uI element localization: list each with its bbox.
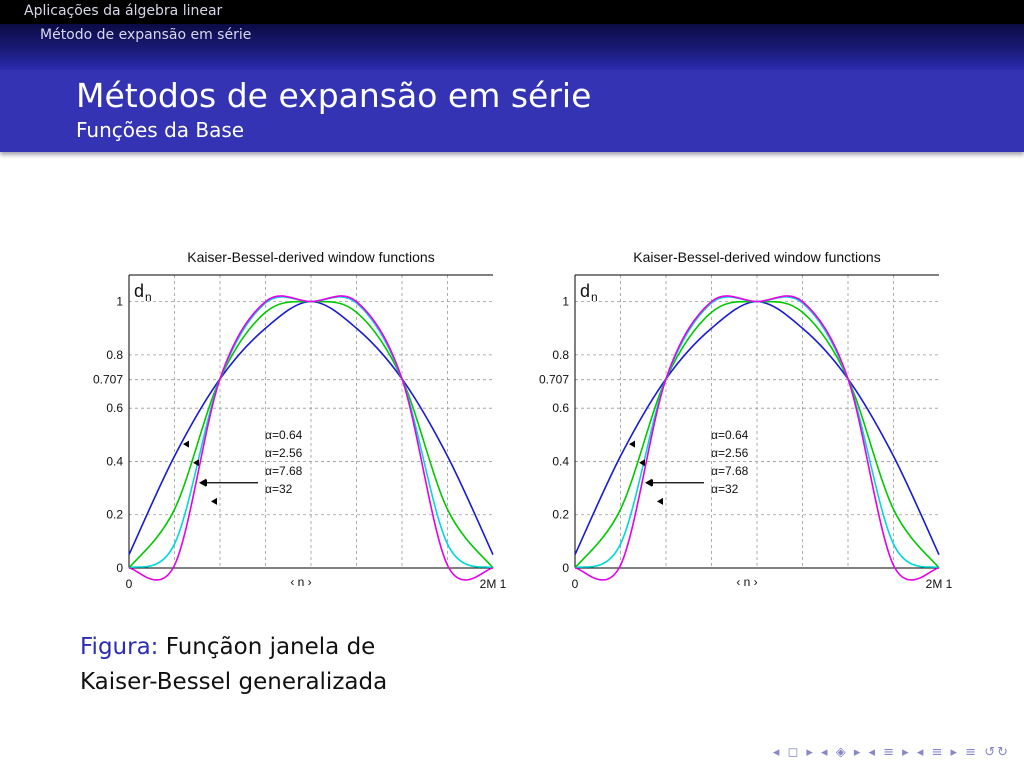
alpha-annotation-0: α=0.64 <box>711 427 749 442</box>
caption-label: Figura: <box>80 634 159 660</box>
alpha-annotation-1: α=2.56 <box>711 445 749 460</box>
frame-title: Métodos de expansão em série <box>76 76 592 115</box>
y-tick-label-0: 0 <box>562 561 569 575</box>
chart-title: Kaiser-Bessel-derived window functions <box>633 249 881 265</box>
alpha-annotation-3: α=32 <box>265 481 293 496</box>
alpha-annotation-0: α=0.64 <box>265 427 303 442</box>
y-tick-label-6: 1 <box>562 294 569 309</box>
frame-title-bar <box>0 70 1024 152</box>
curve-pointer-3 <box>211 498 217 505</box>
y-tick-label-1: 0.2 <box>106 507 123 522</box>
section-navigation[interactable] <box>0 0 1024 24</box>
y-axis-label: d <box>580 281 591 301</box>
alpha-annotation-3: α=32 <box>711 481 739 496</box>
chart-title: Kaiser-Bessel-derived window functions <box>187 249 435 265</box>
y-tick-label-0: 0 <box>116 561 123 575</box>
y-tick-label-2: 0.4 <box>106 454 123 469</box>
y-axis-label: d <box>134 281 145 301</box>
x-tick-label-right: 2M 1 <box>479 577 507 591</box>
x-tick-label-left: 0 <box>125 577 133 591</box>
curve-pointer-0 <box>183 441 189 448</box>
curve-pointer-3 <box>657 498 663 505</box>
y-axis-label-subscript: n <box>591 290 598 304</box>
alpha-annotation-1: α=2.56 <box>265 445 303 460</box>
y-tick-label-3: 0.6 <box>552 401 569 416</box>
section-title[interactable]: Aplicações da álgebra linear <box>24 3 223 19</box>
curve-pointer-1 <box>639 459 645 466</box>
x-tick-label-right: 2M 1 <box>925 577 953 591</box>
beamer-navigation-symbols[interactable]: ◂ ◻ ▸ ◂ ◈ ▸ ◂ ≡ ▸ ◂ ≡ ▸ ≡ ↺↻ <box>772 745 1010 760</box>
y-tick-label-3: 0.6 <box>106 401 123 416</box>
alpha-annotation-2: α=7.68 <box>711 463 749 478</box>
y-tick-label-5: 0.8 <box>106 347 123 362</box>
caption-text: Funçãon janela de Kaiser-Bessel generalizada <box>80 634 388 695</box>
curve-pointer-0 <box>629 441 635 448</box>
y-tick-label-5: 0.8 <box>552 347 569 362</box>
frame-subtitle: Funções da Base <box>76 118 245 142</box>
y-tick-label-2: 0.4 <box>552 454 569 469</box>
y-tick-label-4: 0.707 <box>538 372 569 387</box>
alpha-annotation-2: α=7.68 <box>265 463 303 478</box>
x-tick-label-middle: ‹ n › <box>290 575 312 589</box>
x-tick-label-left: 0 <box>571 577 579 591</box>
kbd-window-chart-left <box>80 240 510 600</box>
kbd-window-chart-right <box>526 240 956 600</box>
curve-pointer-1 <box>193 459 199 466</box>
subsection-navigation[interactable] <box>0 24 1024 70</box>
y-tick-label-6: 1 <box>116 294 123 309</box>
x-tick-label-middle: ‹ n › <box>736 575 758 589</box>
y-axis-label-subscript: n <box>145 290 152 304</box>
subsection-title[interactable]: Método de expansão em série <box>40 27 252 43</box>
figure-caption <box>80 630 420 700</box>
y-tick-label-4: 0.707 <box>92 372 123 387</box>
y-tick-label-1: 0.2 <box>552 507 569 522</box>
